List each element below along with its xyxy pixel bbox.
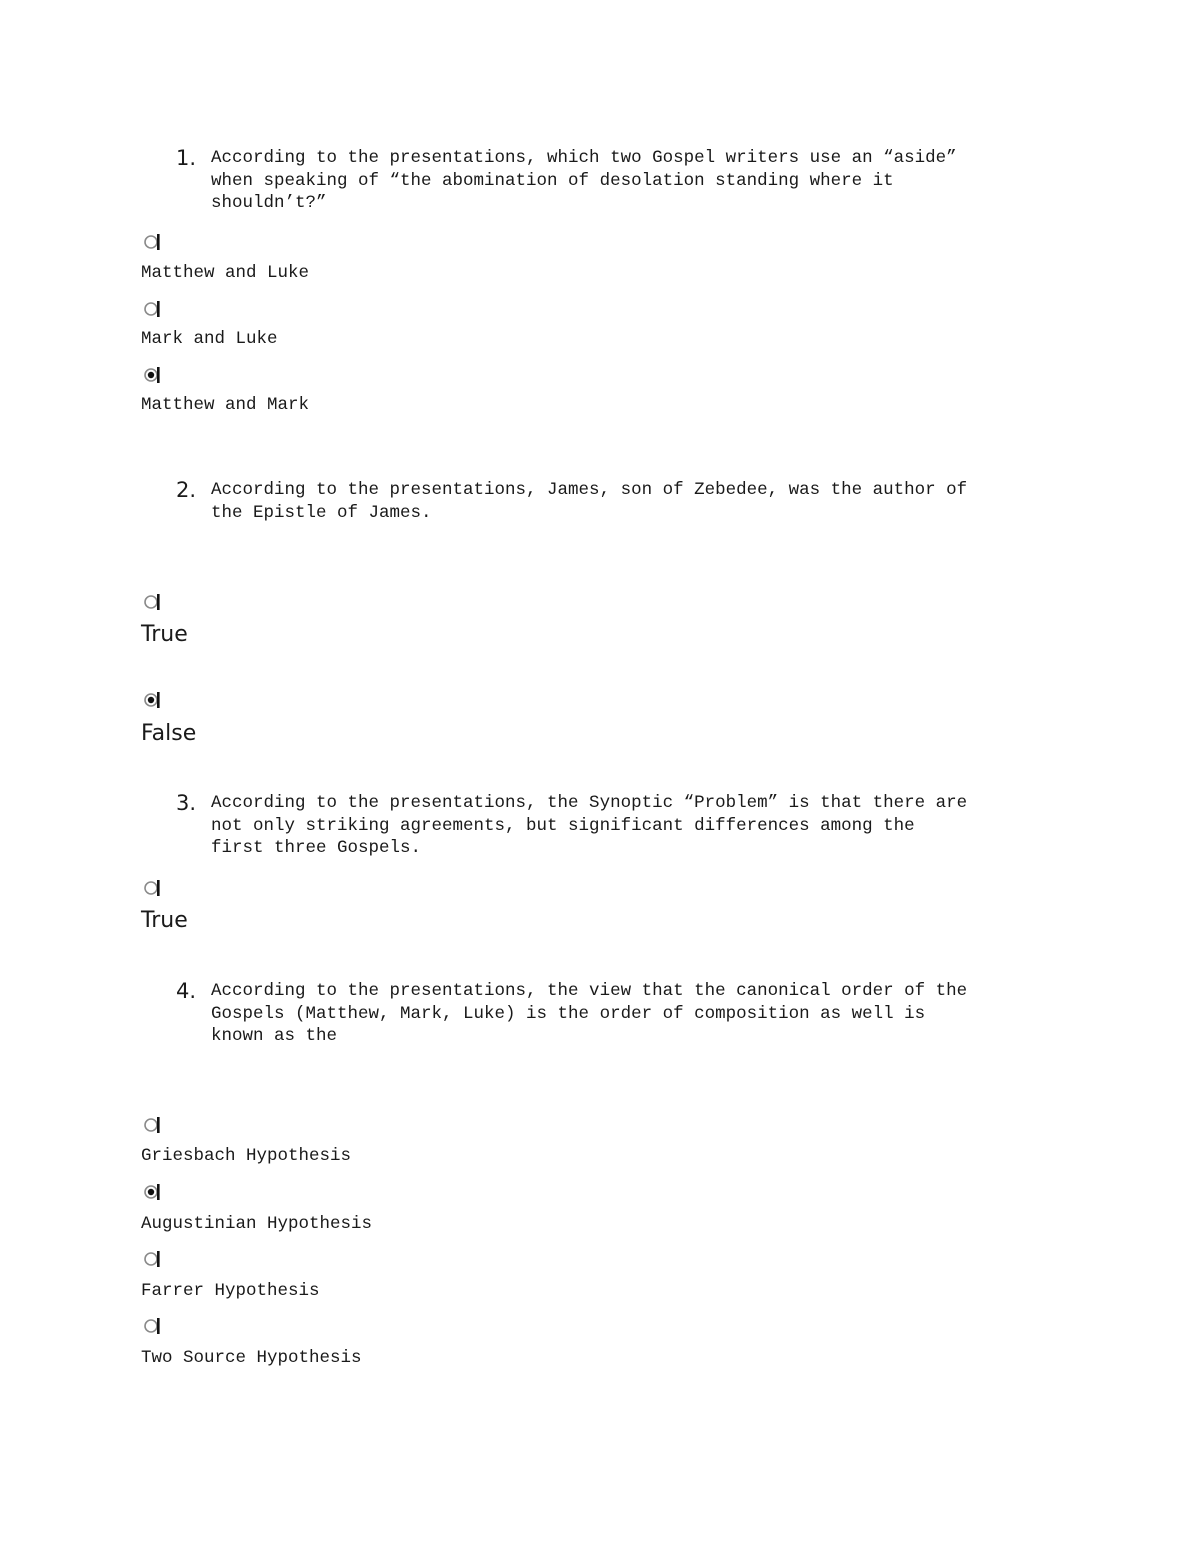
question-text: According to the presentations, which two Gospel writers use an “aside” when speaking of “the abomination of desolation standing where it shouldn’t?” [211,148,957,214]
answer-option-label: Matthew and Mark [141,395,310,415]
answer-option-label: Mark and Luke [141,329,278,349]
answer-option-label: Farrer Hypothesis [141,1281,320,1301]
question-number: 4. [175,979,196,1003]
answer-option-label: Two Source Hypothesis [141,1348,362,1368]
radio-button-icon[interactable] [143,1182,165,1202]
question-number: 3. [175,791,196,815]
radio-button-icon[interactable] [143,1115,165,1135]
question-text: According to the presentations, the view that the canonical order of the Gospels (Matthew, Mark, Luke) is the order of composition as well is known as the [211,981,968,1047]
radio-button-icon[interactable] [143,1249,165,1269]
answer-option-label: False [141,721,197,746]
radio-button-icon[interactable] [143,690,165,710]
radio-button-icon[interactable] [143,1316,165,1336]
radio-button-icon[interactable] [143,878,165,898]
question-number: 1. [175,146,196,170]
question-number: 2. [175,478,196,502]
radio-button-icon[interactable] [143,365,165,385]
answer-option-label: Augustinian Hypothesis [141,1214,373,1234]
answer-option-label: Griesbach Hypothesis [141,1146,352,1166]
answer-option-label: Matthew and Luke [141,263,310,283]
radio-button-icon[interactable] [143,232,165,252]
question-text: According to the presentations, the Synoptic “Problem” is that there are not only striking agreements, but significant differences among the first three Gospels. [211,793,968,859]
radio-button-icon[interactable] [143,592,165,612]
question-text: According to the presentations, James, son of Zebedee, was the author of the Epistle of James. [211,480,968,523]
radio-button-icon[interactable] [143,299,165,319]
answer-option-label: True [141,622,188,647]
answer-option-label: True [141,908,188,933]
